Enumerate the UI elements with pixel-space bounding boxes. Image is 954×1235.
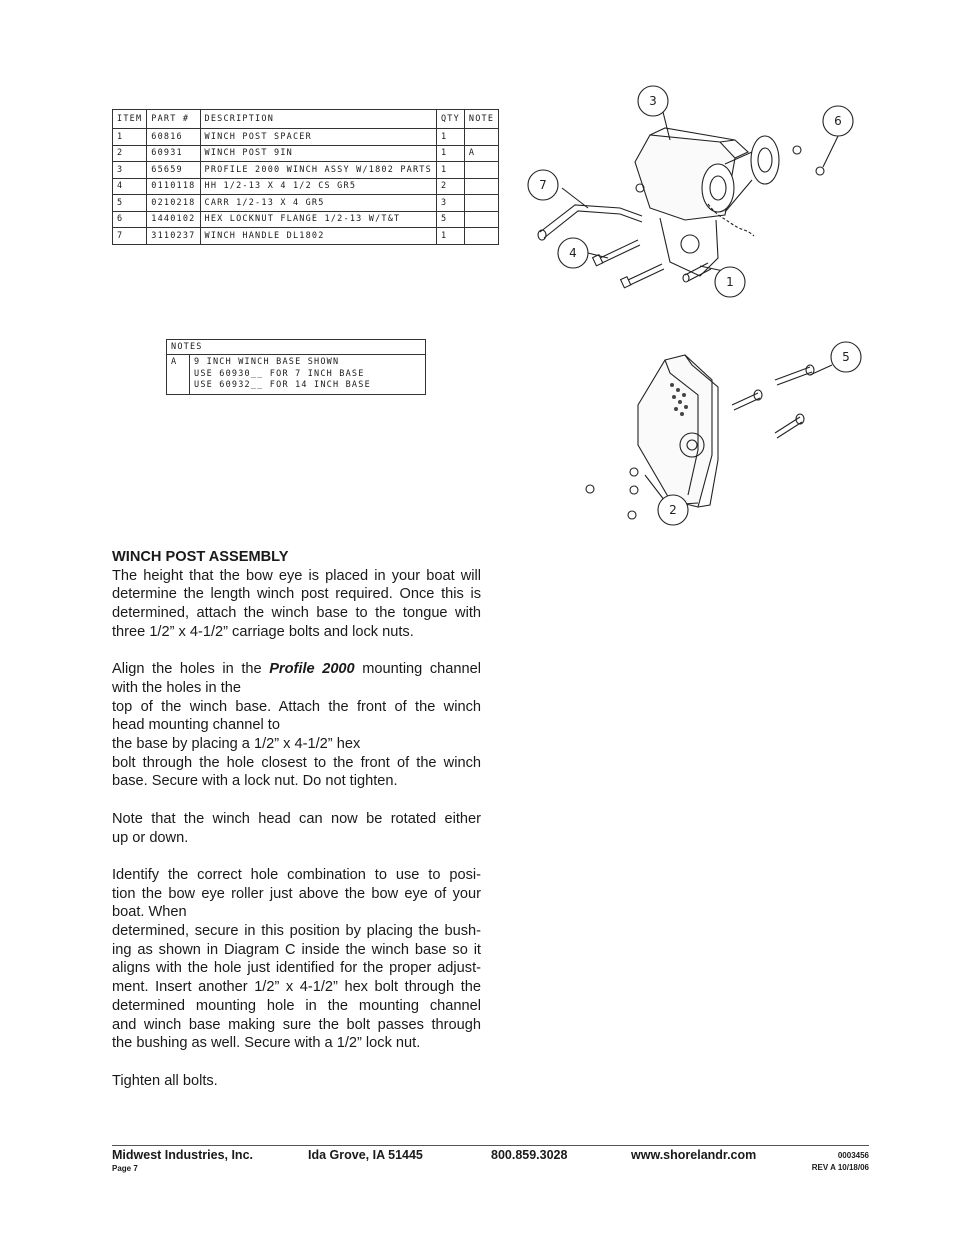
callout-2: 2 — [669, 503, 677, 517]
cell-item: 6 — [113, 211, 147, 228]
cell-note — [464, 178, 498, 195]
paragraph-3 — [112, 810, 481, 847]
table-row — [113, 211, 499, 228]
callout-1: 1 — [726, 275, 734, 289]
cell-item: 2 — [113, 145, 147, 162]
parts-table — [112, 109, 499, 245]
cell-description: WINCH POST 9IN — [200, 145, 436, 162]
cell-item: 7 — [113, 228, 147, 245]
cell-item: 3 — [113, 162, 147, 179]
cell-qty: 1 — [436, 228, 464, 245]
text-line: the bushing as well. Secure with a 1/2” lock nut. — [112, 1035, 421, 1052]
notes-table — [166, 339, 426, 395]
text-line: The height that the bow eye is placed in your boat will — [112, 567, 481, 584]
text-run: Align the holes in the — [112, 661, 270, 678]
table-row — [113, 162, 499, 179]
text-line: three 1/2” x 4-1/2” carriage bolts and lock nuts. — [112, 623, 414, 640]
cell-qty: 3 — [436, 195, 464, 212]
footer-phone: 800.859.3028 — [491, 1148, 568, 1162]
cell-description: HH 1/2-13 X 4 1/2 CS GR5 — [200, 178, 436, 195]
callout-5: 5 — [842, 350, 850, 364]
cell-part: 65659 — [147, 162, 200, 179]
parts-table-header — [113, 110, 499, 129]
footer-website: www.shorelandr.com — [631, 1148, 757, 1162]
text-line: ment. Insert another 1/2” x 4-1/2” hex bolt through the — [112, 979, 481, 996]
text-line: bolt through the hole closest to the front of the winch — [112, 754, 481, 771]
table-row — [113, 195, 499, 212]
text-line: ing as shown in Diagram C inside the winch base so it — [112, 941, 481, 958]
cell-qty: 2 — [436, 178, 464, 195]
header-description: DESCRIPTION — [200, 110, 436, 129]
table-row — [113, 129, 499, 146]
section-heading: WINCH POST ASSEMBLY — [112, 549, 289, 565]
callout-4: 4 — [569, 246, 577, 260]
text-line — [112, 660, 481, 679]
text-line: determined, secure in this position by placing the bush- — [112, 923, 481, 940]
doc-number: 0003456 — [837, 1151, 869, 1160]
cell-note — [464, 129, 498, 146]
callout-7: 7 — [539, 178, 547, 192]
cell-qty: 1 — [436, 129, 464, 146]
text-line: determine the length winch post required. Once this is — [112, 586, 481, 603]
text-line: Identify the correct hole combination to use to posi- — [112, 866, 481, 883]
table-row — [113, 178, 499, 195]
footer-company: Midwest Industries, Inc. — [112, 1148, 253, 1162]
cell-part: 3110237 — [147, 228, 200, 245]
cell-part: 0210218 — [147, 195, 200, 212]
cell-part: 60931 — [147, 145, 200, 162]
cell-part: 1440102 — [147, 211, 200, 228]
cell-note — [464, 211, 498, 228]
text-line: with the holes in the — [112, 679, 241, 696]
cell-note — [464, 195, 498, 212]
notes-line: 9 INCH WINCH BASE SHOWN — [194, 357, 340, 367]
cell-item: 5 — [113, 195, 147, 212]
cell-description: WINCH POST SPACER — [200, 129, 436, 146]
cell-description: CARR 1/2-13 X 4 GR5 — [200, 195, 436, 212]
cell-qty: 1 — [436, 145, 464, 162]
cell-qty: 1 — [436, 162, 464, 179]
text-line: determined mounting hole in the mounting channel — [112, 997, 481, 1014]
footer-location: Ida Grove, IA 51445 — [308, 1148, 423, 1162]
callout-6: 6 — [834, 114, 842, 128]
notes-body — [190, 355, 426, 395]
cell-part: 60816 — [147, 129, 200, 146]
header-note: NOTE — [464, 110, 498, 129]
table-row — [113, 228, 499, 245]
text-line: and winch base making sure the bolt passes through — [112, 1016, 481, 1033]
text-line: boat. When — [112, 904, 187, 921]
revision: REV A 10/18/06 — [811, 1163, 869, 1172]
cell-note — [464, 228, 498, 245]
page-number: Page 7 — [112, 1164, 138, 1173]
paragraph-1 — [112, 567, 481, 642]
text-line: up or down. — [112, 829, 189, 846]
assembly-instructions — [112, 548, 481, 1109]
winch-assembly-diagram — [520, 80, 870, 305]
cell-description: PROFILE 2000 WINCH ASSY W/1802 PARTS — [200, 162, 436, 179]
cell-description: HEX LOCKNUT FLANGE 1/2-13 W/T&T — [200, 211, 436, 228]
cell-part: 0110118 — [147, 178, 200, 195]
notes-line: USE 60930__ FOR 7 INCH BASE — [194, 368, 365, 379]
text-line: determined, attach the winch base to the tongue with — [112, 605, 481, 622]
cell-note: A — [464, 145, 498, 162]
text-run: mounting channel — [354, 661, 481, 678]
cell-item: 1 — [113, 129, 147, 146]
cell-item: 4 — [113, 178, 147, 195]
cell-qty: 5 — [436, 211, 464, 228]
notes-header: NOTES — [167, 340, 426, 355]
table-row — [113, 145, 499, 162]
product-name: Profile 2000 — [269, 661, 355, 678]
text-line: tion the bow eye roller just above the bow eye of your — [112, 885, 481, 902]
cell-description: WINCH HANDLE DL1802 — [200, 228, 436, 245]
header-item: ITEM — [113, 110, 147, 129]
text-line: head mounting channel to — [112, 717, 280, 734]
notes-line: USE 60932__ FOR 14 INCH BASE — [194, 380, 371, 390]
paragraph-5 — [112, 1072, 481, 1091]
text-line: the base by placing a 1/2” x 4-1/2” hex — [112, 736, 361, 753]
paragraph-2 — [112, 660, 481, 791]
text-line: base. Secure with a lock nut. Do not tighten. — [112, 773, 398, 790]
paragraph-4 — [112, 866, 481, 1053]
text-line: top of the winch base. Attach the front of the winch — [112, 698, 481, 715]
footer-divider — [112, 1145, 869, 1146]
text-line: Tighten all bolts. — [112, 1072, 218, 1089]
text-line: Note that the winch head can now be rotated either — [112, 810, 481, 827]
cell-note — [464, 162, 498, 179]
winch-base-diagram — [570, 335, 870, 535]
text-line: aligns with the hole just identified for the proper adjust- — [112, 960, 481, 977]
notes-key: A — [167, 355, 190, 395]
header-part: PART # — [147, 110, 200, 129]
callout-3: 3 — [649, 94, 657, 108]
header-qty: QTY — [436, 110, 464, 129]
